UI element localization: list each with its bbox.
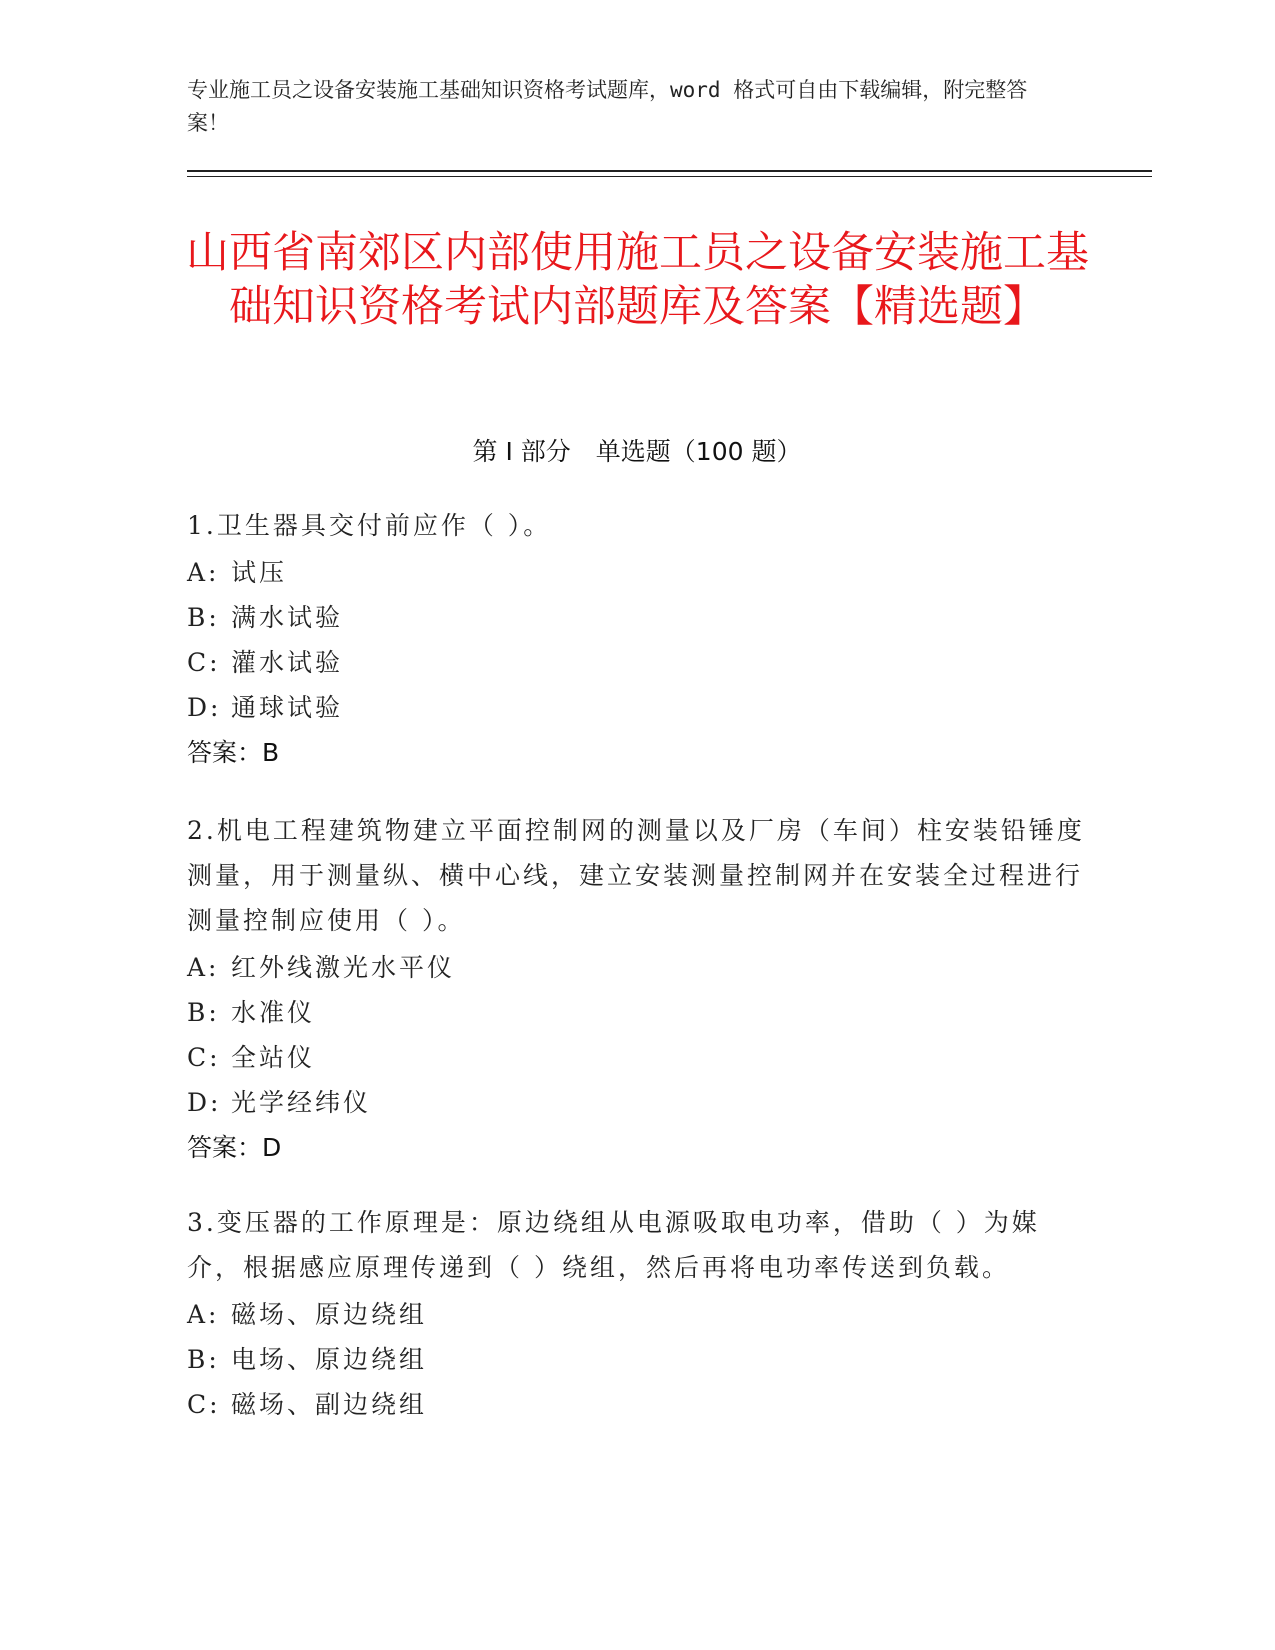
header-rule-top bbox=[187, 170, 1152, 172]
answer-value: B bbox=[262, 738, 280, 767]
option-b bbox=[187, 990, 1087, 1035]
option-letter: A: bbox=[187, 558, 220, 587]
option-letter: B: bbox=[187, 1345, 220, 1374]
question-stem bbox=[187, 503, 1087, 548]
option-letter: D: bbox=[187, 693, 222, 722]
question-number: 2. bbox=[187, 816, 217, 845]
document-title: 山西省南郊区内部使用施工员之设备安装施工基础知识资格考试内部题库及答案【精选题】 bbox=[186, 228, 1089, 332]
option-letter: C: bbox=[187, 1390, 221, 1419]
option-letter: D: bbox=[187, 1088, 222, 1117]
option-text: 电场、原边绕组 bbox=[231, 1345, 428, 1374]
option-d bbox=[187, 1080, 1087, 1125]
option-letter: C: bbox=[187, 1043, 221, 1072]
option-a bbox=[187, 945, 1087, 990]
option-b bbox=[187, 595, 1087, 640]
option-text: 试压 bbox=[231, 558, 288, 587]
option-letter: A: bbox=[187, 1300, 220, 1329]
question-text: 变压器的工作原理是：原边绕组从电源吸取电功率，借助（ ）为媒介，根据感应原理传递到（ ）绕组，然后再将电功率传送到负载。 bbox=[187, 1208, 1040, 1282]
answer-label: 答案： bbox=[187, 738, 263, 767]
option-text: 水准仪 bbox=[231, 998, 316, 1027]
question-text: 机电工程建筑物建立平面控制网的测量以及厂房（车间）柱安装铅锤度测量，用于测量纵、横中心线，建立安装测量控制网并在安装全过程进行测量控制应使用（ ）。 bbox=[187, 816, 1085, 935]
header-note: 专业施工员之设备安装施工基础知识资格考试题库，word 格式可自由下载编辑，附完整答案！ bbox=[187, 78, 1028, 135]
question-stem bbox=[187, 808, 1087, 943]
option-c bbox=[187, 1035, 1087, 1080]
answer-line bbox=[187, 1125, 1087, 1170]
option-text: 灌水试验 bbox=[231, 648, 344, 677]
option-text: 满水试验 bbox=[231, 603, 344, 632]
answer-line bbox=[187, 730, 1087, 775]
question-1 bbox=[187, 503, 1087, 775]
option-a bbox=[187, 1292, 1087, 1337]
option-text: 全站仪 bbox=[231, 1043, 316, 1072]
option-text: 磁场、原边绕组 bbox=[231, 1300, 428, 1329]
option-text: 磁场、副边绕组 bbox=[231, 1390, 428, 1419]
option-text: 光学经纬仪 bbox=[231, 1088, 372, 1117]
header-rule-bottom bbox=[187, 176, 1152, 177]
question-2 bbox=[187, 808, 1087, 1170]
option-letter: C: bbox=[187, 648, 221, 677]
question-number: 3. bbox=[187, 1208, 217, 1237]
option-text: 通球试验 bbox=[231, 693, 344, 722]
option-letter: A: bbox=[187, 953, 220, 982]
option-a bbox=[187, 550, 1087, 595]
question-3 bbox=[187, 1200, 1087, 1427]
option-text: 红外线激光水平仪 bbox=[231, 953, 456, 982]
answer-label: 答案： bbox=[187, 1133, 263, 1162]
option-d bbox=[187, 685, 1087, 730]
section-heading: 第 I 部分 单选题（100 题） bbox=[472, 437, 802, 466]
option-letter: B: bbox=[187, 603, 220, 632]
question-stem bbox=[187, 1200, 1087, 1290]
option-letter: B: bbox=[187, 998, 220, 1027]
option-c bbox=[187, 640, 1087, 685]
answer-value: D bbox=[262, 1133, 282, 1162]
option-c bbox=[187, 1382, 1087, 1427]
question-text: 卫生器具交付前应作（ ）。 bbox=[216, 511, 552, 540]
question-number: 1. bbox=[187, 511, 217, 540]
option-b bbox=[187, 1337, 1087, 1382]
